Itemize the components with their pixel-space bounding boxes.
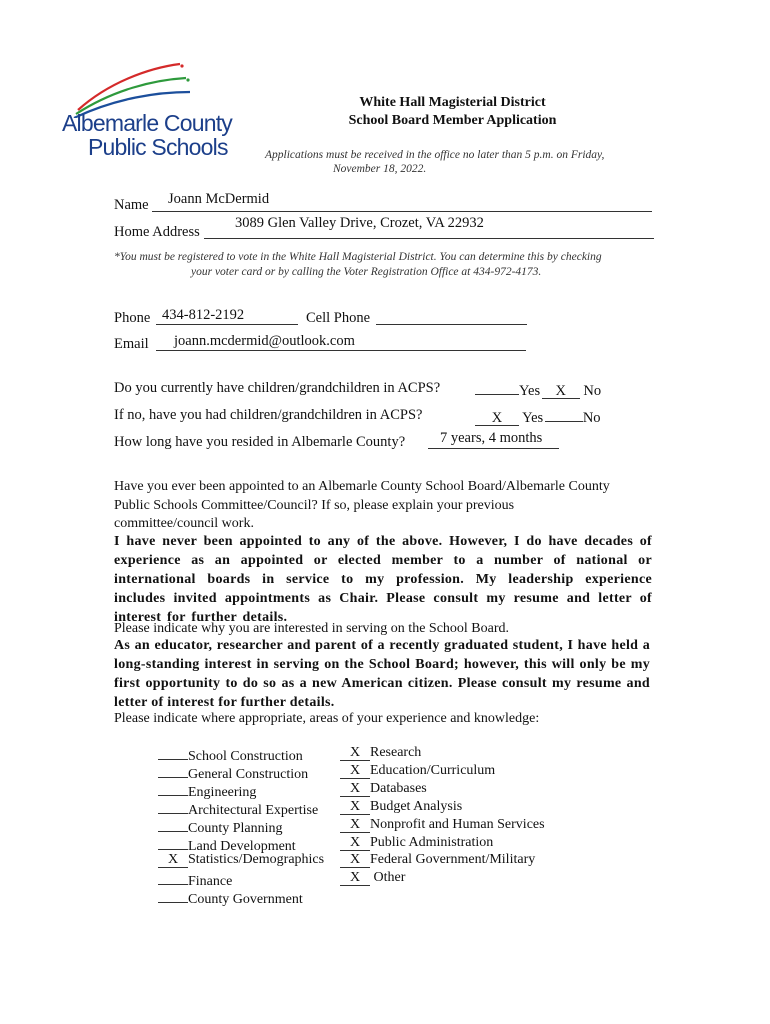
skill-left-checkbox[interactable]: X bbox=[158, 853, 188, 868]
district-logo bbox=[58, 58, 243, 163]
skill-right-checkbox[interactable]: X bbox=[340, 818, 370, 833]
children-current-yes-checkbox[interactable] bbox=[475, 380, 519, 395]
skill-right-label: Budget Analysis bbox=[370, 798, 463, 814]
skill-right-label: Research bbox=[370, 745, 422, 760]
cell-phone-field-line bbox=[376, 324, 527, 325]
appointment-question-line2: Public Schools Committee/Council? If so, please explain your previous bbox=[114, 497, 515, 513]
skill-left-checkbox[interactable] bbox=[158, 745, 188, 760]
skill-right-item bbox=[340, 799, 462, 815]
residence-duration-field[interactable]: 7 years, 4 months bbox=[440, 430, 543, 446]
skill-right-checkbox[interactable]: X bbox=[340, 853, 370, 868]
appointment-question-line1: Have you ever been appointed to an Albemarle County School Board/Albemarle County bbox=[114, 479, 610, 494]
phone-label: Phone bbox=[114, 310, 151, 326]
skill-left-label: Land Development bbox=[188, 838, 296, 854]
email-field[interactable]: joann.mcdermid@outlook.com bbox=[174, 333, 355, 349]
skill-left-label: Finance bbox=[188, 874, 233, 890]
children-current-no-label: No bbox=[583, 383, 602, 399]
skill-right-item bbox=[340, 835, 493, 851]
interest-question: Please indicate why you are interested in serving on the School Board. bbox=[114, 621, 510, 636]
logo-line2: Public Schools bbox=[88, 134, 228, 160]
registration-note-line1: *You must be registered to vote in the White Hall Magisterial District. You can determine this by checking bbox=[114, 251, 602, 263]
home-address-field-line bbox=[204, 238, 654, 239]
skill-left-checkbox[interactable] bbox=[158, 888, 188, 903]
skill-right-item bbox=[340, 745, 421, 761]
skill-right-label: Federal Government/Military bbox=[370, 852, 536, 868]
name-field[interactable]: Joann McDermid bbox=[168, 191, 270, 207]
skill-right-item bbox=[340, 852, 535, 868]
skill-right-checkbox[interactable]: X bbox=[340, 871, 370, 886]
skill-right-label: Public Administration bbox=[370, 834, 494, 850]
skill-right-checkbox[interactable]: X bbox=[340, 746, 370, 761]
skill-left-label: School Construction bbox=[188, 749, 303, 764]
residence-duration-question: How long have you resided in Albemarle County? bbox=[114, 434, 406, 450]
skill-left-label: County Government bbox=[188, 892, 303, 908]
skill-right-checkbox[interactable]: X bbox=[340, 836, 370, 851]
logo-line1: Albemarle County bbox=[62, 110, 233, 136]
skill-right-item bbox=[340, 781, 427, 797]
skill-left-item bbox=[158, 888, 303, 908]
interest-answer[interactable]: As an educator, researcher and parent of a recently graduated student, I have held a long-standing interest in serving on the School Board; however, this will only be my first opportunity to do so as a new American citizen. Please consult my resume and letter of interest for further details. bbox=[114, 638, 650, 710]
skill-right-checkbox[interactable]: X bbox=[340, 764, 370, 779]
deadline-notice-line1: Applications must be received in the office no later than 5 p.m. on Friday, bbox=[265, 149, 605, 161]
skill-right-item bbox=[340, 763, 495, 779]
children-current-answer bbox=[475, 380, 601, 400]
name-field-line bbox=[152, 211, 652, 212]
skill-right-label: Nonprofit and Human Services bbox=[370, 816, 545, 832]
skill-left-label: Statistics/Demographics bbox=[188, 852, 325, 868]
children-past-answer bbox=[475, 407, 601, 427]
registration-note-line2: your voter card or by calling the Voter Registration Office at 434-972-4173. bbox=[191, 266, 542, 278]
children-past-no-checkbox[interactable] bbox=[545, 407, 583, 422]
skill-left-checkbox[interactable] bbox=[158, 781, 188, 796]
name-label: Name bbox=[114, 197, 149, 213]
form-title: White Hall Magisterial District bbox=[359, 95, 546, 110]
cell-phone-label: Cell Phone bbox=[306, 310, 371, 326]
experience-question: Please indicate where appropriate, areas of your experience and knowledge: bbox=[114, 711, 540, 726]
phone-field-line bbox=[156, 324, 298, 325]
skill-left-label: Engineering bbox=[188, 784, 257, 800]
skill-left-label: General Construction bbox=[188, 766, 309, 782]
appointment-question bbox=[114, 478, 674, 534]
skill-left-checkbox[interactable] bbox=[158, 870, 188, 885]
email-field-line bbox=[156, 350, 526, 351]
children-current-no-checkbox[interactable]: X bbox=[542, 384, 580, 399]
skill-left-item bbox=[158, 852, 324, 868]
residence-duration-field-line bbox=[428, 448, 559, 449]
home-address-field[interactable]: 3089 Glen Valley Drive, Crozet, VA 22932 bbox=[235, 215, 484, 231]
skill-right-label: Other bbox=[370, 870, 406, 886]
skill-left-checkbox[interactable] bbox=[158, 763, 188, 778]
skill-right-checkbox[interactable]: X bbox=[340, 800, 370, 815]
appointment-answer[interactable]: I have never been appointed to any of the above. However, I do have decades of experience as an appointed or elected member to a number of national or international boards in service to my profession. My leadership experience includes invited appointments as Chair. Please consult my resume and letter of interest for further details. bbox=[114, 534, 652, 625]
children-current-yes-label: Yes bbox=[519, 383, 541, 399]
children-current-question: Do you currently have children/grandchildren in ACPS? bbox=[114, 380, 441, 396]
children-past-no-label: No bbox=[582, 410, 601, 426]
skill-right-item bbox=[340, 870, 405, 886]
logo-swoosh-icon bbox=[68, 58, 198, 118]
skill-right-label: Databases bbox=[370, 780, 427, 796]
children-past-yes-checkbox[interactable]: X bbox=[475, 411, 519, 426]
skill-right-item bbox=[340, 817, 545, 833]
skill-left-checkbox[interactable] bbox=[158, 799, 188, 814]
email-label: Email bbox=[114, 336, 149, 352]
deadline-notice-line2: November 18, 2022. bbox=[333, 163, 427, 175]
form-subtitle: School Board Member Application bbox=[348, 113, 557, 128]
skill-left-label: Architectural Expertise bbox=[188, 802, 319, 818]
phone-field[interactable]: 434-812-2192 bbox=[162, 307, 245, 323]
skill-left-label: County Planning bbox=[188, 820, 283, 836]
children-past-yes-label: Yes bbox=[522, 410, 544, 426]
home-address-label: Home Address bbox=[114, 224, 200, 240]
skill-right-checkbox[interactable]: X bbox=[340, 782, 370, 797]
skill-right-label: Education/Curriculum bbox=[370, 762, 496, 778]
children-past-question: If no, have you had children/grandchildren in ACPS? bbox=[114, 407, 423, 423]
skill-left-checkbox[interactable] bbox=[158, 835, 188, 850]
skill-left-checkbox[interactable] bbox=[158, 817, 188, 832]
appointment-question-line3: committee/council work. bbox=[114, 516, 254, 531]
